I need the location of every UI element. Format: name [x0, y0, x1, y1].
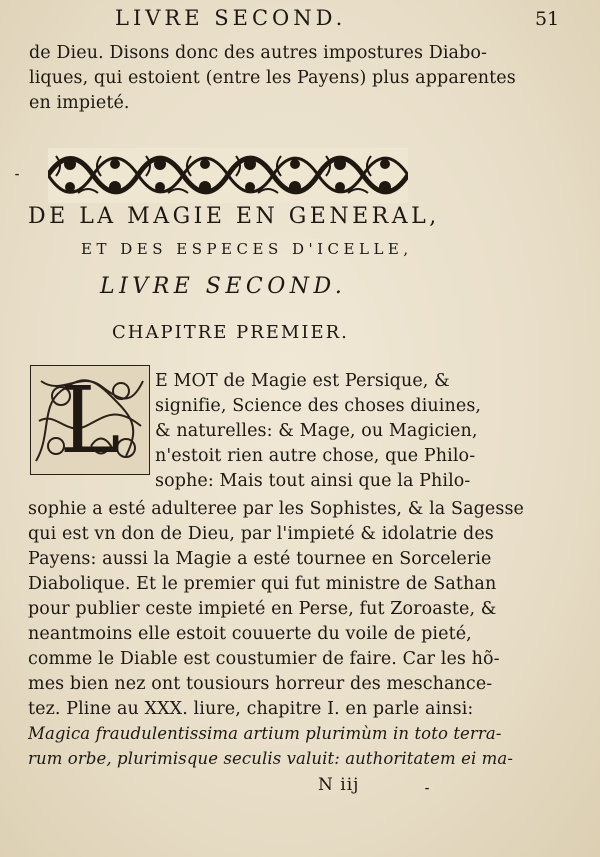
text-line: qui est vn don de Dieu, par l'impieté & idolatrie des — [28, 524, 494, 544]
italic-quote-line: Magica fraudulentissima artium plurimùm in toto terra- — [28, 724, 502, 743]
text-line: sophie a esté adulteree par les Sophistes, & la Sagesse — [28, 499, 524, 519]
italic-quote-line: rum orbe, plurimisque seculis valuit: authoritatem ei ma- — [28, 749, 514, 768]
decorated-initial — [30, 365, 150, 475]
ornament-band — [48, 148, 408, 203]
heading-line-2: ET DES ESPECES D'ICELLE, — [81, 240, 413, 258]
text-line: neantmoins elle estoit couuerte du voile de pieté, — [28, 624, 472, 644]
text-line: de Dieu. Disons donc des autres impostures Diabo- — [29, 43, 488, 63]
text-line: en impieté. — [29, 93, 130, 113]
text-line: E MOT de Magie est Persique, & — [155, 371, 450, 391]
heading-line-1: DE LA MAGIE EN GENERAL, — [28, 204, 440, 229]
margin-mark: ⁃ — [14, 168, 20, 182]
margin-mark: ⁃ — [424, 782, 430, 796]
initial-letter: L — [59, 366, 121, 474]
text-line: Diabolique. Et le premier qui fut ministre de Sathan — [28, 574, 497, 594]
folio-number: 51 — [535, 8, 560, 30]
text-line: tez. Pline au XXX. liure, chapitre I. en parle ainsi: — [28, 699, 474, 719]
text-line: Payens: aussi la Magie a esté tournee en Sorcelerie — [28, 549, 492, 569]
text-line: mes bien nez ont tousiours horreur des meschance- — [28, 674, 493, 694]
text-line: n'estoit rien autre chose, que Philo- — [155, 446, 476, 466]
heading-line-3: LIVRE SECOND. — [100, 274, 347, 299]
chapter-title: CHAPITRE PREMIER. — [112, 322, 349, 343]
text-line: liques, qui estoient (entre les Payens) plus apparentes — [29, 68, 516, 88]
text-line: & naturelles: & Mage, ou Magicien, — [155, 421, 478, 441]
text-line: signifie, Science des choses diuines, — [155, 396, 482, 416]
running-head: LIVRE SECOND. — [115, 6, 347, 30]
text-line: sophe: Mais tout ainsi que la Philo- — [155, 471, 471, 491]
signature-mark: N iij — [318, 775, 360, 795]
text-line: pour publier ceste impieté en Perse, fut Zoroaste, & — [28, 599, 497, 619]
text-line: comme le Diable est coustumier de faire. Car les hõ- — [28, 649, 500, 669]
